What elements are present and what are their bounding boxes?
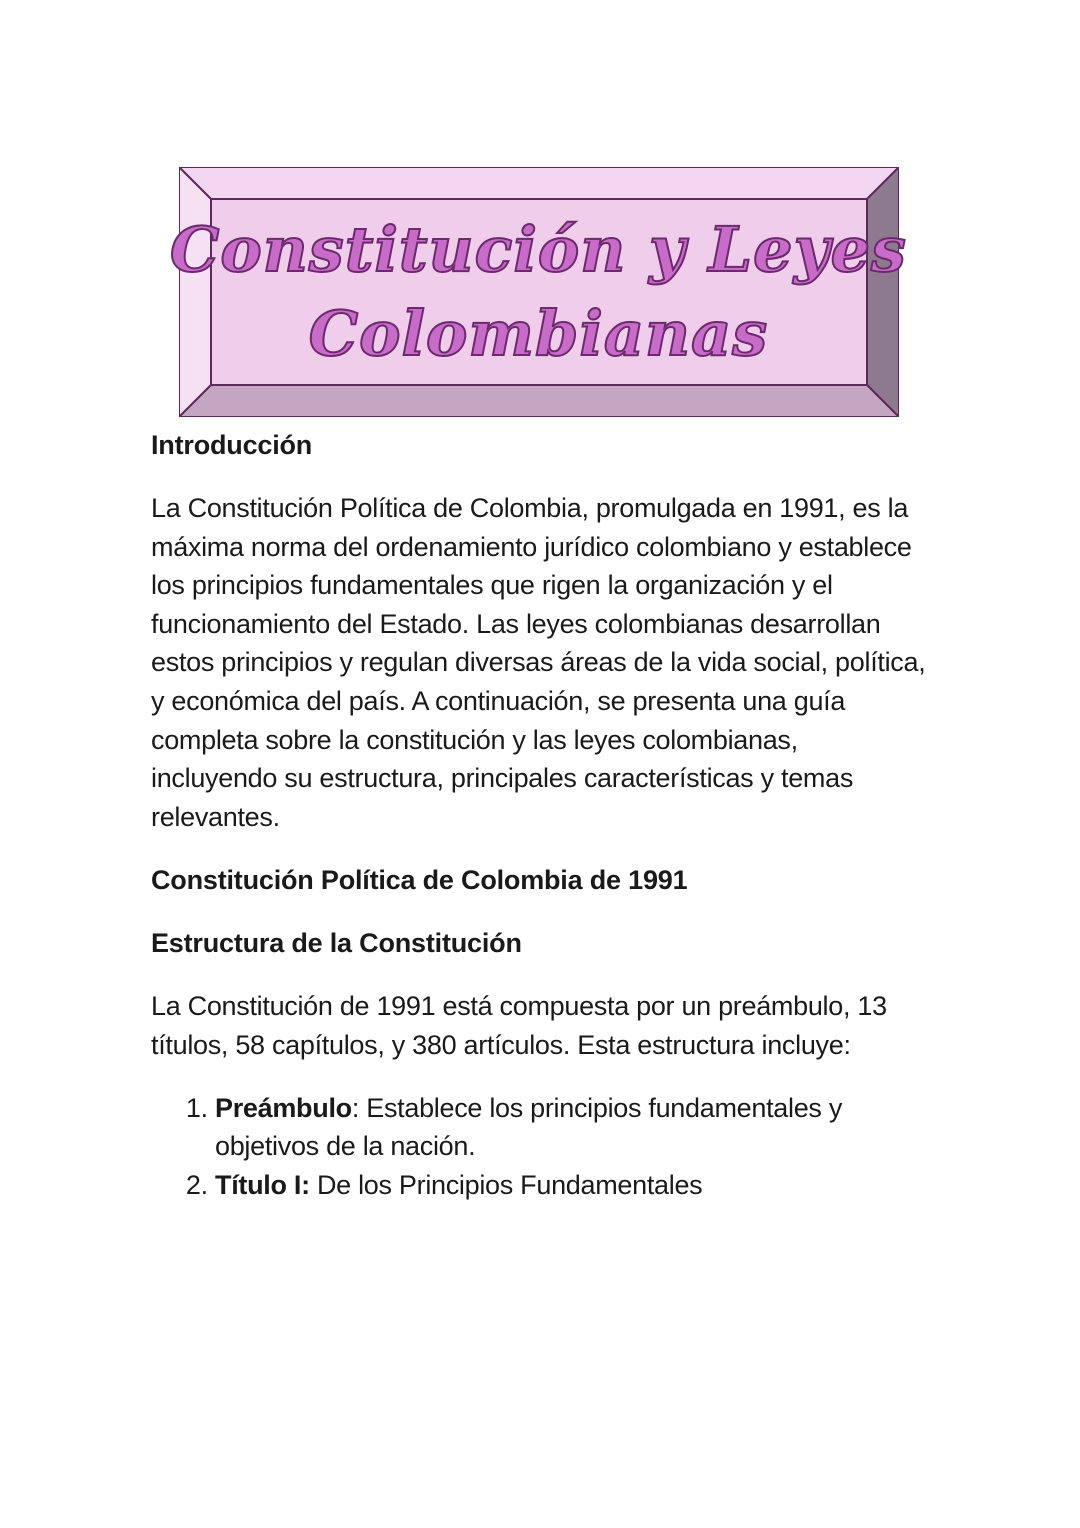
list-item-separator: : [351, 1092, 360, 1123]
structure-paragraph: La Constitución de 1991 está compuesta por un preámbulo, 13 títulos, 58 capítulos, y 380 artículos. Esta estructura incluye: [151, 991, 887, 1060]
list-item-text: Establece los principios fundamentales y objetivos de la nación. [215, 1092, 843, 1162]
heading-constitucion-1991: Constitución Política de Colombia de 1991 [151, 865, 688, 896]
banner-title-line-1: Constitución y Leyes [170, 213, 907, 286]
list-item [215, 1166, 951, 1205]
banner-title [170, 199, 907, 385]
list-item [215, 1089, 951, 1166]
intro-paragraph: La Constitución Política de Colombia, promulgada en 1991, es la máxima norma del ordenamiento jurídico colombiano y establece los principios fundamentales que rigen la organización y el funcionamiento del Estado. Las leyes colombianas desarrollan estos principios y regulan diversas áreas de la vida social, política, y económica del país. A continuación, se presenta una guía completa sobre la constitución y las leyes colombianas, incluyendo su estructura, principales características y temas relevantes. [151, 493, 926, 832]
list-item-text: De los Principios Fundamentales [309, 1169, 703, 1200]
banner-title-line-2: Colombianas [308, 297, 769, 370]
list-item-term: Preámbulo [215, 1092, 352, 1123]
heading-estructura: Estructura de la Constitución [151, 928, 522, 959]
structure-list [151, 1089, 951, 1205]
heading-introduccion: Introducción [151, 430, 313, 460]
document-body [151, 424, 951, 1204]
title-banner [170, 167, 907, 417]
list-item-term: Título I: [215, 1169, 310, 1200]
